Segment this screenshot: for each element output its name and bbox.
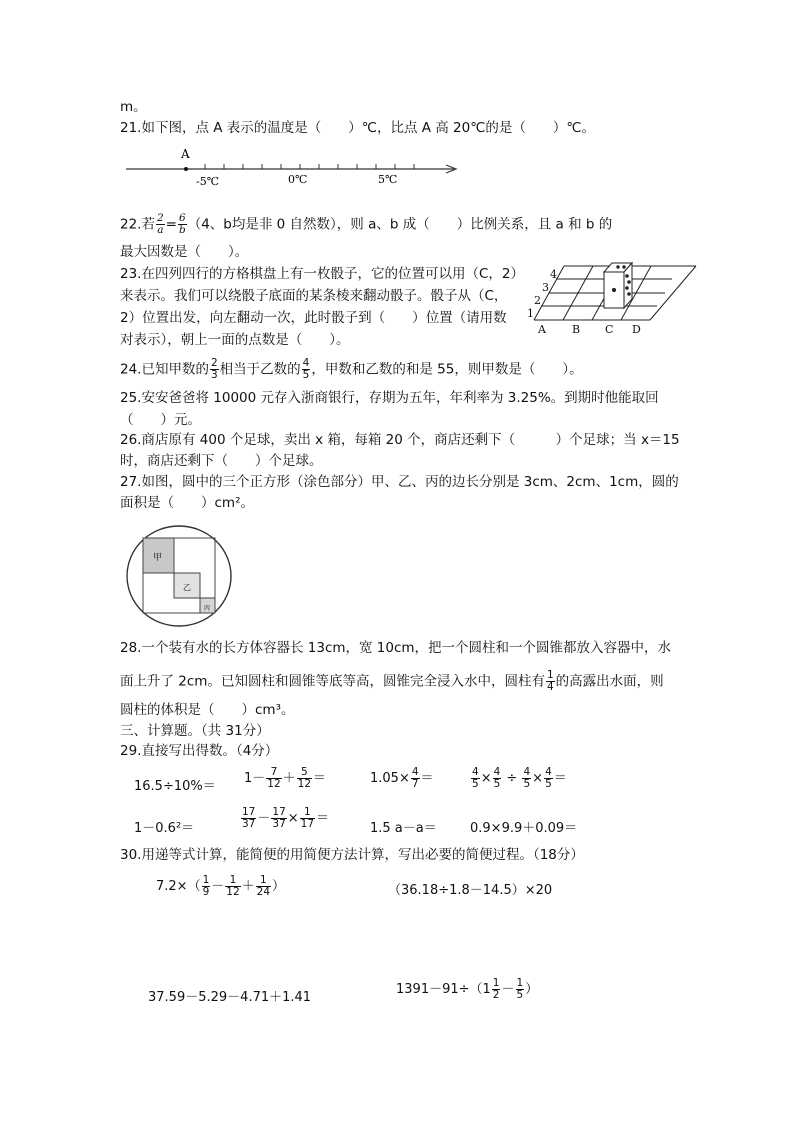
circle-squares-figure xyxy=(124,524,236,628)
q22-line1: 22.若 $\frac{2}{a}$ = $\frac{6}{b}$ （4、b均是非 0 自然数），则 a、b 成（ ）比例关系，且 a 和 b 的 xyxy=(120,212,613,236)
col-label: C xyxy=(605,323,614,336)
q29-expr-7: 1.5 a－a＝ xyxy=(370,821,437,836)
fraction: $\frac{7}{12}$ xyxy=(267,766,281,790)
label-bing: 丙 xyxy=(204,605,211,612)
q23-line3: 2）位置出发，向左翻动一次，此时骰子到（ ）位置（请用数 xyxy=(120,310,507,326)
fraction: $\frac{5}{12}$ xyxy=(297,766,312,790)
fraction: $\frac{1}{9}$ xyxy=(202,874,210,898)
fraction: $\frac{4}{7}$ xyxy=(411,766,419,790)
fraction: $\frac{4}{5}$ xyxy=(523,766,531,790)
q29-expr-6: $\frac{17}{37}$ － $\frac{17}{37}$ × $\frac{1}{17}$ ＝ xyxy=(242,806,330,830)
fraction: $\frac{4}{5}$ xyxy=(302,357,310,381)
fraction: $\frac{1}{17}$ xyxy=(300,806,315,830)
label-yi: 乙 xyxy=(183,583,191,592)
fraction: $\frac{1}{24}$ xyxy=(256,874,271,898)
q29-title: 29.直接写出得数。（4分） xyxy=(120,743,279,759)
q24-line: 24.已知甲数的 $\frac{2}{3}$ 相当于乙数的 $\frac{4}{5}$ ，甲数和乙数的和是 55，则甲数是（ ）。 xyxy=(120,357,583,381)
row-label: 3 xyxy=(542,281,549,294)
q30-expr-2: （36.18÷1.8－14.5）×20 xyxy=(388,883,553,898)
number-line-figure xyxy=(122,145,462,191)
q27-line1: 27.如图，圆中的三个正方形（涂色部分）甲、乙、丙的边长分别是 3cm、2cm、1cm，圆的 xyxy=(120,474,679,490)
tick-label-neg5: -5℃ xyxy=(196,175,220,188)
top-fragment: m。 xyxy=(120,99,147,115)
q28-line2: 面上升了 2cm。已知圆柱和圆锥等底等高，圆锥完全浸入水中，圆柱有 $\frac{1}{4}$ 的高露出水面，则 xyxy=(120,669,664,693)
tick-label-5: 5℃ xyxy=(378,173,398,186)
label-jia: 甲 xyxy=(153,553,163,563)
q26-line1: 26.商店原有 400 个足球，卖出 x 箱，每箱 20 个，商店还剩下（ ）个足球；当 x＝15 xyxy=(120,432,680,448)
q22-line2: 最大因数是（ ）。 xyxy=(120,244,249,260)
q27-line2: 面积是（ ）cm²。 xyxy=(120,495,254,511)
q21-text: 21.如下图，点 A 表示的温度是（ ）℃，比点 A 高 20℃的是（ ）℃。 xyxy=(120,120,596,136)
q30-expr-4: 1391－91÷（1 $\frac{1}{2}$ － $\frac{1}{5}$ ） xyxy=(396,977,539,1001)
chessboard-dice-figure xyxy=(524,258,704,338)
fraction: $\frac{1}{12}$ xyxy=(226,874,240,898)
row-label: 4 xyxy=(550,268,557,281)
fraction: $\frac{1}{2}$ xyxy=(492,977,500,1001)
point-a-label: A xyxy=(181,147,190,161)
q29-expr-4: $\frac{4}{5}$ × $\frac{4}{5}$ ÷ $\frac{4}{5}$ × $\frac{4}{5}$ ＝ xyxy=(472,766,567,790)
col-label: B xyxy=(572,323,581,336)
q25-line2: （ ）元。 xyxy=(120,412,201,428)
q23-line1: 23.在四列四行的方格棋盘上有一枚骰子，它的位置可以用（C，2） xyxy=(120,266,524,282)
q28-line3: 圆柱的体积是（ ）cm³。 xyxy=(120,702,295,718)
dice-icon xyxy=(604,263,632,308)
q29-expr-8: 0.9×9.9＋0.09＝ xyxy=(470,821,578,836)
q23-line4: 对表示），朝上一面的点数是（ ）。 xyxy=(120,332,350,348)
fraction: $\frac{4}{5}$ xyxy=(472,766,479,790)
fraction: $\frac{4}{5}$ xyxy=(493,766,501,790)
section-three-heading: 三、计算题。（共 31分） xyxy=(120,723,270,739)
q29-expr-1: 16.5÷10%＝ xyxy=(134,779,216,794)
fraction: $\frac{17}{37}$ xyxy=(242,806,256,830)
row-label: 1 xyxy=(527,307,534,320)
fraction: $\frac{1}{5}$ xyxy=(516,977,524,1001)
point-a-dot xyxy=(184,167,188,171)
fraction: $\frac{4}{5}$ xyxy=(545,766,552,790)
q29-expr-2: 1－ $\frac{7}{12}$ ＋ $\frac{5}{12}$ ＝ xyxy=(244,766,327,790)
q25-line1: 25.安安爸爸将 10000 元存入浙商银行，存期为五年，年利率为 3.25%。到期时他能取回 xyxy=(120,390,659,406)
fraction: $\frac{6}{b}$ xyxy=(178,212,186,236)
row-label: 2 xyxy=(534,294,541,307)
q28-line1: 28.一个装有水的长方体容器长 13cm，宽 10cm，把一个圆柱和一个圆锥都放入容器中，水 xyxy=(120,640,672,656)
q23-line2: 来表示。我们可以绕骰子底面的某条棱来翻动骰子。骰子从（C， xyxy=(120,288,508,304)
col-label: D xyxy=(632,323,641,336)
q29-expr-5: 1－0.6²＝ xyxy=(134,821,195,836)
fraction: $\frac{2}{a}$ xyxy=(156,212,164,236)
q29-expr-3: 1.05× $\frac{4}{7}$ ＝ xyxy=(370,766,434,790)
fraction: $\frac{1}{4}$ xyxy=(546,669,554,693)
q30-title: 30.用递等式计算，能简便的用简便方法计算，写出必要的简便过程。（18分） xyxy=(120,847,584,863)
q26-line2: 时，商店还剩下（ ）个足球。 xyxy=(120,453,323,469)
fraction: $\frac{17}{37}$ xyxy=(272,806,286,830)
col-label: A xyxy=(538,323,546,336)
q30-expr-3: 37.59－5.29－4.71＋1.41 xyxy=(148,990,312,1005)
tick-label-0: 0℃ xyxy=(288,173,308,186)
q30-expr-1: 7.2×（ $\frac{1}{9}$ － $\frac{1}{12}$ ＋ $\frac{1}{24}$ ） xyxy=(156,874,286,898)
fraction: $\frac{2}{3}$ xyxy=(210,357,218,381)
